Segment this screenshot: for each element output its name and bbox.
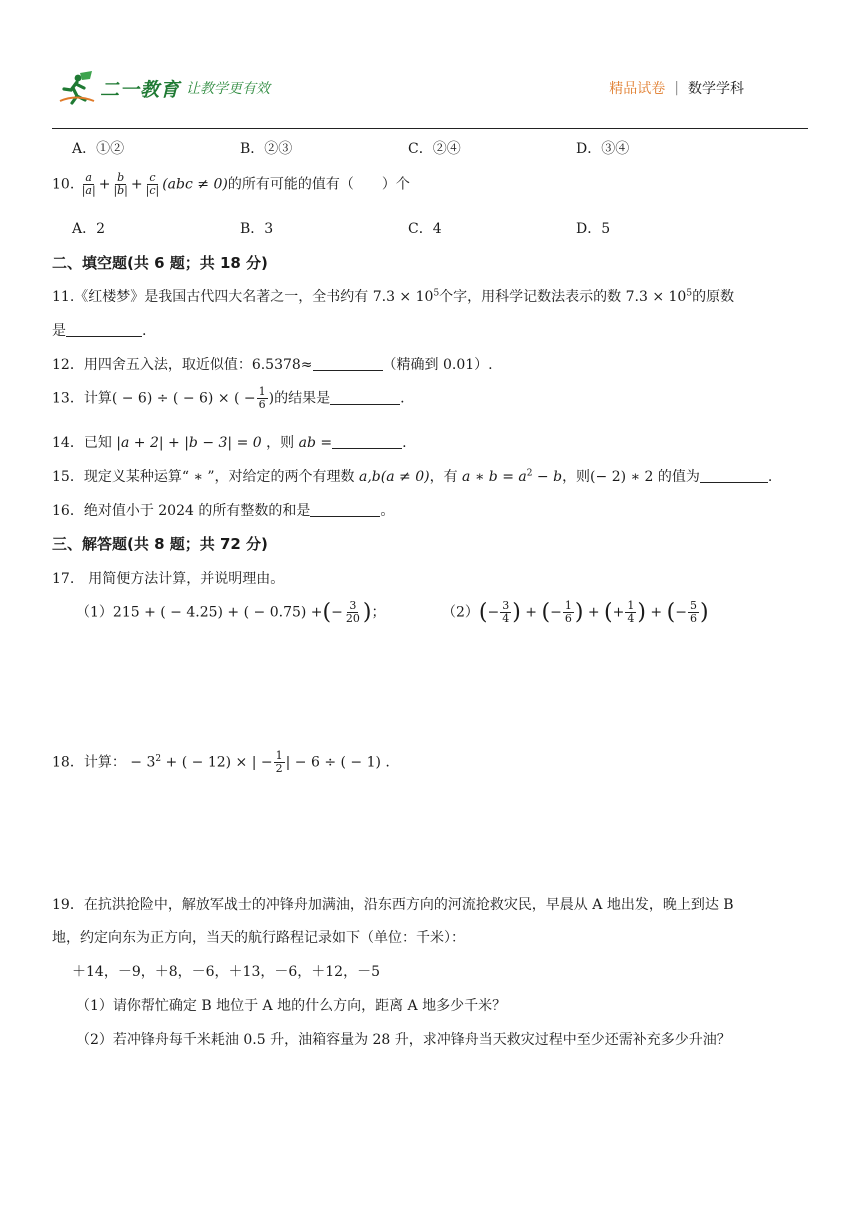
question-17: 17. 用简便方法计算，并说明理由。 [52,571,285,587]
q19-part-1: （1）请你帮忙确定 B 地位于 A 地的什么方向，距离 A 地多少千米？ [76,998,507,1014]
question-18: 18．计算： − $3^2$ + ( − 12) × | − $\frac{1}{2}$ | − 6 ÷ ( − 1) . [52,749,390,775]
header-right [609,78,744,98]
logo [58,68,270,108]
header-divider [52,128,808,129]
answer-blank[interactable] [313,356,383,371]
section-3-title: 三、解答题(共 8 题；共 72 分) [52,535,268,553]
option-c: C．②④ [408,141,461,157]
fraction: $\frac{1}{6}$ [258,385,266,411]
option-c: C．4 [408,221,442,237]
q10-tail: 的所有可能的值有（ ）个 [227,176,410,193]
exam-tag: 精品试卷 [609,81,666,97]
question-19-line-2: 地，约定向东为正方向，当天的航行路程记录如下（单位：千米）： [52,930,465,946]
question-12: 12．用四舍五入法，取近似值：6.5378≈ （精确到 0.01）. [52,357,493,373]
question-14: 14．已知 |a + 2| + |b − 3| = 0 ，则 ab = . [52,435,407,451]
fraction-a: $\frac{a}{|a|}$ [81,171,96,197]
subject-label: 数学学科 [688,81,744,97]
answer-blank[interactable] [330,390,400,405]
option-a: A．2 [72,221,106,237]
header-separator: | [674,80,679,96]
option-b: B．3 [240,221,274,237]
question-11: 11.《红楼梦》是我国古代四大名著之一，全书约有 $7.3 \times 10^5$个字，用科学记数法表示的数 $7.3 \times 10^5$的原数 [52,288,735,305]
fraction-b: $\frac{b}{|b|}$ [113,171,128,197]
fraction-c: $\frac{c}{|c|}$ [145,171,160,197]
q19-part-2: （2）若冲锋舟每千米耗油 0.5 升，油箱容量为 28 升，求冲锋舟当天救灾过程中至少还需补充多少升油？ [76,1032,731,1048]
answer-blank[interactable] [332,434,402,449]
q10-condition: (abc ≠ 0) [162,176,228,193]
answer-blank[interactable] [310,502,380,517]
page-header [52,64,808,128]
option-a: A．①② [72,141,125,157]
answer-blank[interactable] [700,468,768,483]
logo-name: 二一教育 [100,78,181,101]
q17-part-2: （2）(− $\frac{3}{4}$ ) + (− $\frac{1}{6}$ ) + (+ $\frac{1}{4}$ ) + (− $\frac{5}{6}$ ) [442,599,709,625]
q19-data: ＋14，－9，＋8，－6，＋13，－6，＋12，－5 [72,964,380,980]
question-16: 16．绝对值小于 2024 的所有整数的和是 。 [52,503,395,519]
option-d: D．③④ [576,141,630,157]
q10-number: 10. [52,176,75,193]
logo-slogan: 让教学更有效 [186,81,271,97]
option-b: B．②③ [240,141,293,157]
question-13: 13．计算( − 6) ÷ ( − 6) × ( − $\frac{1}{6}$ )的结果是 . [52,385,405,411]
answer-blank[interactable] [66,322,142,337]
question-11-line-2: 是 . [52,323,147,339]
question-15: 15．现定义某种运算“ ∗ ”，对给定的两个有理数 a,b(a ≠ 0)，有 a ∗ $b = a^2 - b$，则(− 2) ∗ 2 的值为 . [52,468,773,485]
option-d: D．5 [576,221,611,237]
question-10: 10. $\frac{a}{|a|}$ + $\frac{b}{|b|}$ + $\frac{c}{|c|}$ (abc ≠ 0)的所有可能的值有（ ）个 [52,171,410,197]
section-2-title: 二、填空题(共 6 题；共 18 分) [52,254,268,272]
question-19: 19．在抗洪抢险中，解放军战士的冲锋舟加满油，沿东西方向的河流抢救灾民，早晨从 A 地出发，晚上到达 B [52,897,734,913]
running-person-logo-icon [58,70,98,106]
q17-part-1: （1）215 + ( − 4.25) + ( − 0.75) +(− $\frac{3}{20}$ )； [76,599,386,625]
